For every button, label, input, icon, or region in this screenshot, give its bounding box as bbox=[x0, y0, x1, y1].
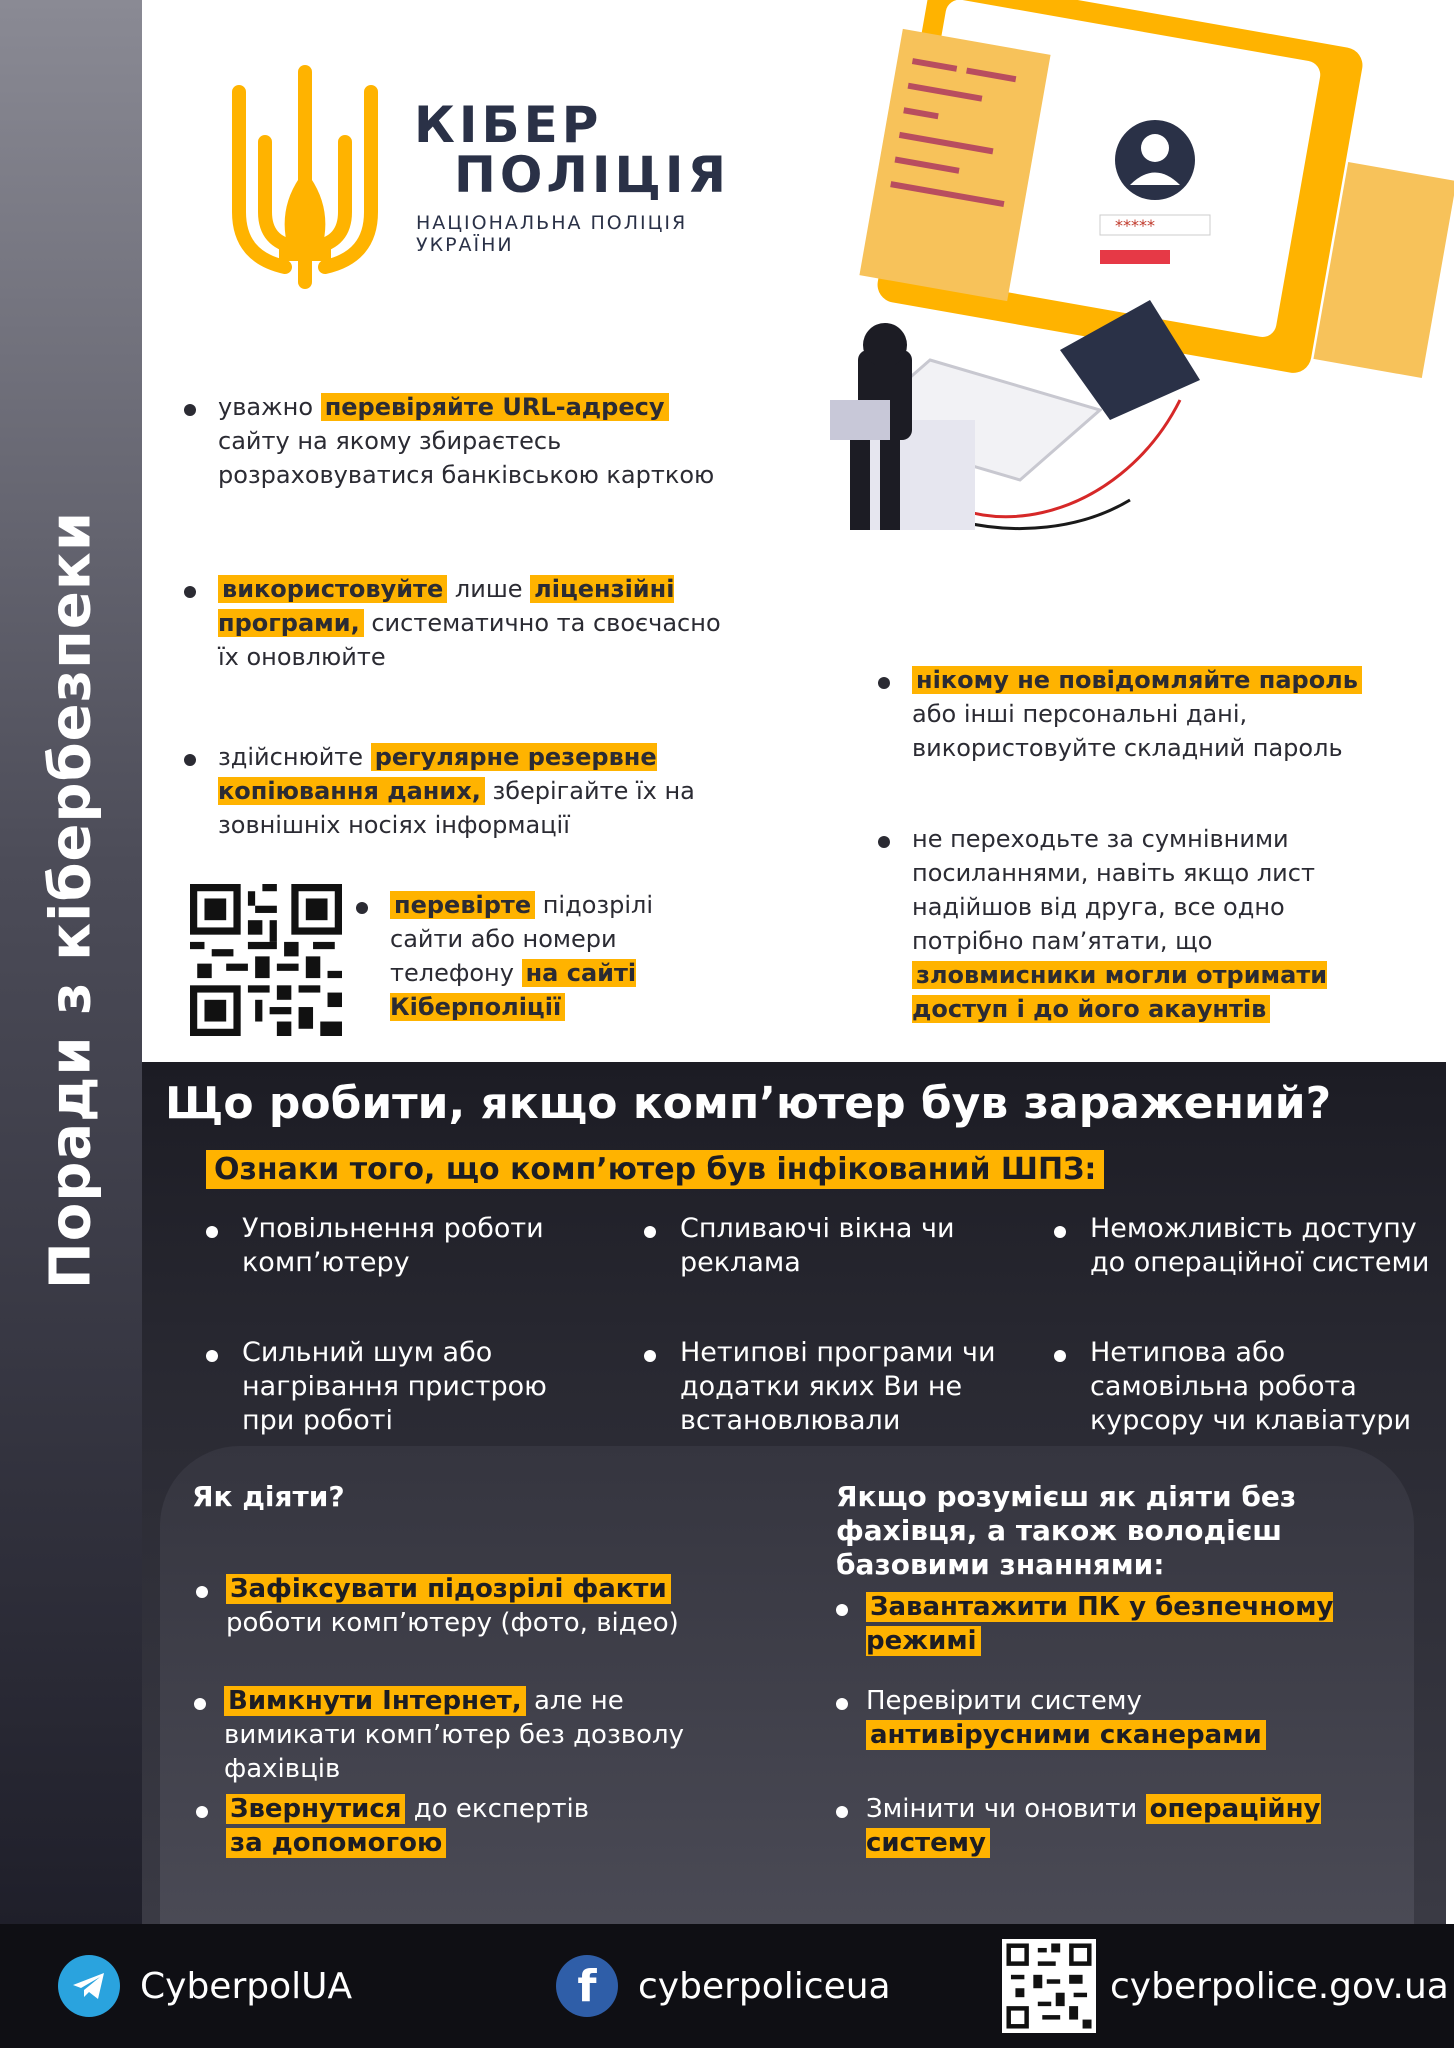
tip-backup bbox=[218, 740, 738, 842]
action-safe-mode-hl: Завантажити ПК у безпечному режимі bbox=[866, 1592, 1334, 1656]
sign-item: Уповільнення роботи комп’ютеру bbox=[242, 1212, 562, 1280]
password-mask: ***** bbox=[1115, 216, 1155, 235]
tip-licensed-post: систематично та своєчасно їх оновлюйте bbox=[218, 609, 721, 671]
actions-left-title: Як діяти? bbox=[192, 1480, 345, 1513]
action-os-hl: операційну систему bbox=[866, 1794, 1321, 1858]
footer bbox=[0, 1924, 1454, 2048]
bullet-icon bbox=[878, 677, 890, 689]
bullet-icon bbox=[644, 1226, 656, 1238]
tip-url-pre: уважно bbox=[218, 393, 321, 421]
facebook-icon: f bbox=[556, 1955, 618, 2017]
action-record bbox=[226, 1572, 726, 1640]
sign-item: Неможливість доступу до операційної системи bbox=[1090, 1212, 1430, 1280]
bullet-icon bbox=[206, 1226, 218, 1238]
action-contact-mid: до експертів bbox=[405, 1794, 590, 1824]
action-antivirus-pre: Перевірити систему bbox=[866, 1686, 1142, 1716]
action-record-post: роботи комп’ютеру (фото, відео) bbox=[226, 1608, 679, 1638]
brand-line-1: КІБЕР bbox=[414, 96, 603, 154]
hacker-illustration bbox=[770, 0, 1454, 600]
action-disconnect bbox=[224, 1684, 724, 1786]
sidebar-title: Поради з кібербезпеки bbox=[38, 510, 104, 1290]
bullet-icon bbox=[1054, 1226, 1066, 1238]
action-disconnect-hl: Вимкнути Інтернет, bbox=[224, 1686, 526, 1716]
tip-licensed bbox=[218, 572, 738, 674]
footer-website[interactable] bbox=[1002, 1924, 1449, 2048]
actions-right-title: Якщо розумієш як діяти без фахівця, а також володієш базовими знаннями: bbox=[836, 1480, 1297, 1581]
bullet-icon bbox=[878, 836, 890, 848]
bullet-icon bbox=[206, 1350, 218, 1362]
tip-links-pre: не переходьте за сумнівними посиланнями, навіть якщо лист надійшов від друга, все одно потрібно пам’ятати, що bbox=[912, 825, 1315, 955]
tip-backup-highlight: регулярне резервне копіювання даних, bbox=[218, 743, 657, 805]
tip-url-highlight: перевіряйте URL-адресу bbox=[321, 393, 669, 421]
sign-item: Спливаючі вікна чи реклама bbox=[680, 1212, 1000, 1280]
tip-licensed-hl1: використовуйте bbox=[218, 575, 447, 603]
footer-telegram[interactable] bbox=[58, 1924, 352, 2048]
action-os bbox=[866, 1792, 1346, 1860]
bullet-icon bbox=[184, 404, 196, 416]
tip-backup-pre: здійснюйте bbox=[218, 743, 371, 771]
website-url[interactable]: cyberpolice.gov.ua bbox=[1110, 1965, 1449, 2007]
action-safe-mode bbox=[866, 1590, 1406, 1658]
telegram-icon bbox=[58, 1955, 120, 2017]
bullet-icon bbox=[184, 754, 196, 766]
tip-links bbox=[912, 822, 1382, 1026]
trident-logo-icon bbox=[225, 62, 385, 292]
action-os-pre: Змінити чи оновити bbox=[866, 1794, 1146, 1824]
bullet-icon bbox=[356, 902, 368, 914]
action-contact bbox=[226, 1792, 626, 1860]
bullet-icon bbox=[184, 586, 196, 598]
tip-check-hl2: на сайті Кіберполіції bbox=[390, 959, 637, 1021]
action-antivirus-hl: антивірусними сканерами bbox=[866, 1720, 1266, 1750]
tip-licensed-mid: лише bbox=[447, 575, 531, 603]
qr-code-icon bbox=[1002, 1939, 1096, 2033]
sign-item: Нетипові програми чи додатки яких Ви не встановлювали bbox=[680, 1336, 1000, 1438]
action-contact-hl2: за допомогою bbox=[226, 1828, 446, 1858]
footer-facebook[interactable] bbox=[556, 1924, 891, 2048]
bullet-icon bbox=[836, 1604, 848, 1616]
action-contact-hl1: Звернутися bbox=[226, 1794, 405, 1824]
sign-item: Сильний шум або нагрівання пристрою при роботі bbox=[242, 1336, 562, 1438]
action-record-hl: Зафіксувати підозрілі факти bbox=[226, 1574, 671, 1604]
bullet-icon bbox=[194, 1698, 206, 1710]
signs-title: Ознаки того, що комп’ютер був інфікований ШПЗ: bbox=[206, 1150, 1104, 1189]
bullet-icon bbox=[836, 1698, 848, 1710]
bullet-icon bbox=[1054, 1350, 1066, 1362]
tip-url bbox=[218, 390, 738, 492]
tip-password bbox=[912, 663, 1382, 765]
sidebar bbox=[0, 0, 142, 1924]
brand-line-2: ПОЛІЦІЯ bbox=[454, 146, 730, 204]
bullet-icon bbox=[196, 1806, 208, 1818]
bullet-icon bbox=[196, 1586, 208, 1598]
tip-backup-post: зберігайте їх на зовнішніх носіях інформації bbox=[218, 777, 695, 839]
tip-links-highlight: зловмисники могли отримати доступ і до його акаунтів bbox=[912, 961, 1328, 1023]
bullet-icon bbox=[836, 1806, 848, 1818]
tip-url-post: сайту на якому збираєтесь розраховуватися банківською карткою bbox=[218, 427, 715, 489]
qr-code-icon bbox=[190, 884, 342, 1036]
tip-check-hl1: перевірте bbox=[390, 891, 535, 919]
infected-title: Що робити, якщо комп’ютер був заражений? bbox=[165, 1078, 1332, 1129]
tip-password-highlight: нікому не повідомляйте пароль bbox=[912, 666, 1362, 694]
tip-check-site bbox=[390, 888, 660, 1024]
brand-subtitle: НАЦІОНАЛЬНА ПОЛІЦІЯ УКРАЇНИ bbox=[416, 212, 688, 256]
bullet-icon bbox=[644, 1350, 656, 1362]
tip-licensed-hl2: ліцензійні програми, bbox=[218, 575, 675, 637]
tip-password-post: або інші персональні дані, використовуйте складний пароль bbox=[912, 700, 1343, 762]
action-antivirus bbox=[866, 1684, 1366, 1752]
tip-check-mid: підозрілі сайти або номери телефону bbox=[390, 891, 654, 987]
telegram-handle[interactable]: CyberpolUA bbox=[140, 1965, 353, 2007]
action-disconnect-post: але не вимикати комп’ютер без дозволу фахівців bbox=[224, 1686, 685, 1784]
sign-item: Нетипова або самовільна робота курсору чи клавіатури bbox=[1090, 1336, 1430, 1438]
facebook-handle[interactable]: cyberpoliceua bbox=[638, 1965, 891, 2007]
